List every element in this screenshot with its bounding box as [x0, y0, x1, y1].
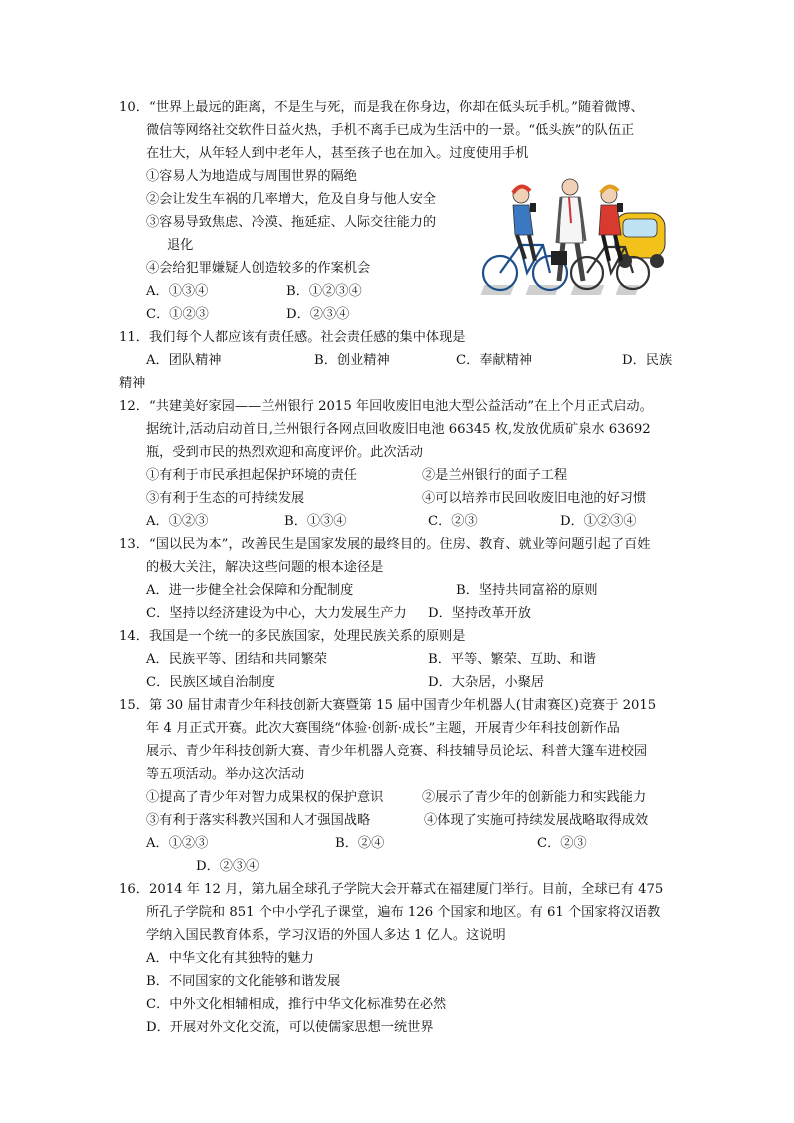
- q14-stem: 14．我国是一个统一的多民族国家，处理民族关系的原则是: [119, 629, 466, 644]
- q15-stem-line-1: 15．第 30 届甘肃青少年科技创新大赛暨第 15 届中国青少年机器人(甘肃赛区)竞赛于 2015: [119, 698, 657, 713]
- q16-stem-line-2: 所孔子学院和 851 个中小学孔子课堂，遍布 126 个国家和地区。有 61 个国家将汉语教: [146, 905, 661, 920]
- q12-stem-line-3: 瓶，受到市民的热烈欢迎和高度评价。此次活动: [146, 445, 423, 460]
- phone-users-illustration: [475, 173, 675, 323]
- q11-option-a: A．团队精神: [146, 353, 222, 368]
- q15-option-c: C．②③: [537, 836, 587, 851]
- q15-option-d: D．②③④: [196, 859, 260, 874]
- q11-option-c: C．奉献精神: [456, 353, 533, 368]
- q10-item-1: ①容易人为地造成与周围世界的隔绝: [146, 169, 357, 184]
- q13-option-a: A．进一步健全社会保障和分配制度: [146, 583, 354, 598]
- q15-item-2: ②展示了青少年的创新能力和实践能力: [422, 790, 647, 805]
- q10-stem-line-3: 在壮大，从年轻人到中老年人，甚至孩子也在加入。过度使用手机: [146, 146, 529, 161]
- q10-option-b: B．①②③④: [286, 284, 362, 299]
- q15-stem-line-3: 展示、青少年科技创新大赛、青少年机器人竞赛、科技辅导员论坛、科普大篷车进校园: [146, 744, 648, 759]
- q10-item-4: ④会给犯罪嫌疑人创造较多的作案机会: [146, 261, 371, 276]
- q16-option-b: B．不同国家的文化能够和谐发展: [146, 974, 341, 989]
- q15-option-b: B．②④: [335, 836, 385, 851]
- q15-stem-line-2: 年 4 月正式开赛。此次大赛围绕“体验·创新·成长”主题，开展青少年科技创新作品: [146, 721, 620, 736]
- q12-option-c: C．②③: [428, 514, 478, 529]
- q14-option-a: A．民族平等、团结和共同繁荣: [146, 652, 327, 667]
- q13-stem-line-2: 的极大关注，解决这些问题的根本途径是: [146, 560, 384, 575]
- q13-option-c: C．坚持以经济建设为中心，大力发展生产力: [146, 606, 407, 621]
- q12-item-1: ①有利于市民承担起保护环境的责任: [146, 468, 357, 483]
- q10-item-2: ②会让发生车祸的几率增大，危及自身与他人安全: [146, 192, 437, 207]
- walker-center: [551, 179, 585, 281]
- q12-item-3: ③有利于生态的可持续发展: [146, 491, 305, 506]
- q15-option-a: A．①②③: [146, 836, 209, 851]
- q12-option-d: D．①②③④: [560, 514, 637, 529]
- q15-item-3: ③有利于落实科教兴国和人才强国战略: [146, 813, 371, 828]
- q12-option-a: A．①②③: [146, 514, 209, 529]
- q12-stem-line-2: 据统计,活动启动首日,兰州银行各网点回收废旧电池 66345 枚,发放优质矿泉水 63692: [146, 422, 651, 437]
- q14-option-d: D．大杂居，小聚居: [428, 675, 545, 690]
- q10-option-d: D．②③④: [286, 307, 350, 322]
- q12-item-2: ②是兰州银行的面子工程: [422, 468, 568, 483]
- q11-option-d: D．民族: [622, 353, 673, 368]
- q15-item-1: ①提高了青少年对智力成果权的保护意识: [146, 790, 384, 805]
- q12-option-b: B．①③④: [284, 514, 347, 529]
- q11-stem: 11．我们每个人都应该有责任感。社会责任感的集中体现是: [119, 330, 466, 345]
- q16-stem-line-1: 16．2014 年 12 月，第九届全球孔子学院大会开幕式在福建厦门举行。目前，全球已有 475: [119, 882, 664, 897]
- q13-stem-line-1: 13．“国以民为本”，改善民生是国家发展的最终目的。住房、教育、就业等问题引起了百姓: [119, 537, 651, 552]
- q15-stem-line-4: 等五项活动。举办这次活动: [146, 767, 305, 782]
- q10-stem-line-1: 10．“世界上最远的距离，不是生与死，而是我在你身边，你却在低头玩手机。”随着微博、: [119, 100, 644, 115]
- q10-option-c: C．①②③: [146, 307, 209, 322]
- q11-option-b: B．创业精神: [314, 353, 390, 368]
- q14-option-b: B．平等、繁荣、互助、和谐: [428, 652, 596, 667]
- q10-item-3-cont: 退化: [167, 238, 194, 253]
- q12-item-4: ④可以培养市民回收废旧电池的好习惯: [422, 491, 647, 506]
- q13-option-b: B．坚持共同富裕的原则: [456, 583, 598, 598]
- q10-stem-line-2: 微信等网络社交软件日益火热，手机不离手已成为生活中的一景。“低头族”的队伍正: [146, 123, 635, 138]
- q16-option-c: C．中外文化相辅相成，推行中华文化标准势在必然: [146, 997, 447, 1012]
- q11-option-d-wrap: 精神: [119, 376, 146, 391]
- q16-stem-line-3: 学纳入国民教育体系，学习汉语的外国人多达 1 亿人。这说明: [146, 928, 506, 943]
- q13-option-d: D．坚持改革开放: [428, 606, 531, 621]
- q16-option-d: D．开展对外文化交流，可以使儒家思想一统世界: [146, 1020, 434, 1035]
- q14-option-c: C．民族区域自治制度: [146, 675, 275, 690]
- q10-option-a: A．①③④: [146, 284, 209, 299]
- q12-stem-line-1: 12．“共建美好家园——兰州银行 2015 年回收废旧电池大型公益活动”在上个月正式启动。: [119, 399, 653, 414]
- q10-item-3: ③容易导致焦虑、冷漠、拖延症、人际交往能力的: [146, 215, 437, 230]
- q16-option-a: A．中华文化有其独特的魅力: [146, 951, 314, 966]
- q15-item-4: ④体现了实施可持续发展战略取得成效: [424, 813, 649, 828]
